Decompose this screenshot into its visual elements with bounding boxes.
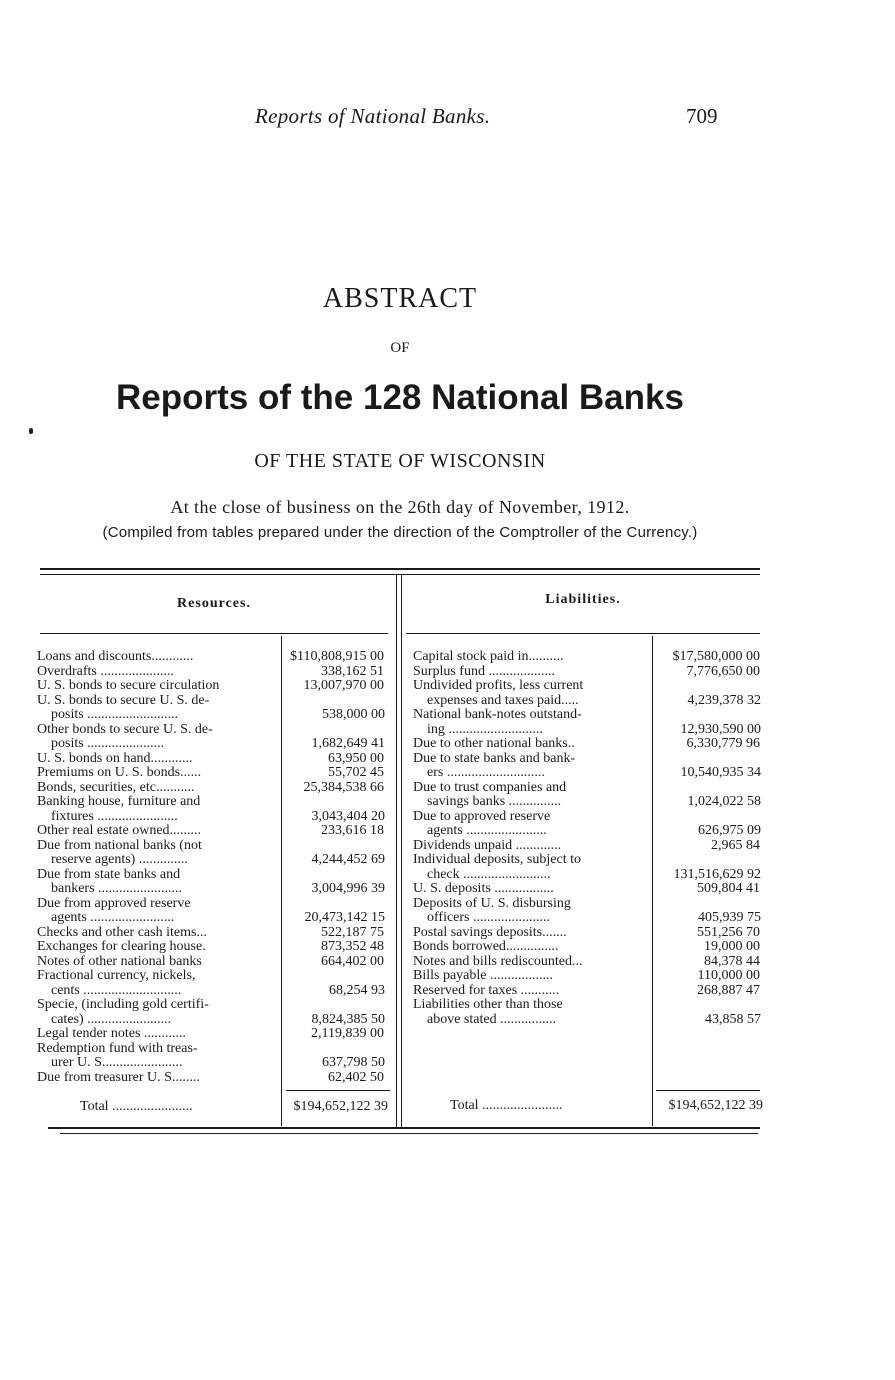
resources-row-label: posits ......................	[51, 737, 165, 751]
resources-row-amount: 3,043,404 20	[311, 808, 385, 824]
resources-row	[37, 969, 389, 984]
resources-row	[37, 1071, 389, 1086]
resources-row-label: urer U. S.......................	[51, 1056, 183, 1070]
liabilities-row-amount: 2,965 84	[711, 837, 760, 853]
resources-row-label: cents ............................	[51, 983, 182, 998]
liabilities-row	[413, 853, 765, 868]
liabilities-row	[413, 984, 765, 999]
resources-row-amount: 1,682,649 41	[311, 736, 385, 751]
resources-row-amount: 873,352 48	[321, 939, 384, 954]
resources-row-label: Loans and discounts............	[37, 650, 194, 664]
resources-row-label: Notes of other national banks	[37, 954, 202, 969]
resources-row-label: bankers ........................	[51, 882, 183, 896]
main-title: Reports of the 128 National Banks	[116, 378, 684, 417]
liabilities-row-amount: 6,330,779 96	[686, 736, 760, 751]
liabilities-row-label: Bonds borrowed...............	[413, 940, 559, 954]
margin-speck	[29, 428, 33, 434]
liabilities-row-label: Capital stock paid in..........	[413, 650, 564, 664]
liabilities-row-amount: 405,939 75	[698, 910, 761, 925]
liabilities-row-amount: 43,858 57	[705, 1011, 761, 1027]
resources-row	[37, 708, 389, 723]
liabilities-row-label: Individual deposits, subject to	[413, 853, 581, 867]
resources-row-amount: 2,119,839 00	[311, 1026, 384, 1041]
state-heading: OF THE STATE OF WISCONSIN	[254, 450, 546, 472]
resources-row	[37, 810, 389, 825]
table-bottom-rule-2	[60, 1133, 758, 1134]
resources-row	[37, 998, 389, 1013]
resources-row-label: Premiums on U. S. bonds......	[37, 766, 202, 780]
resources-row	[37, 694, 389, 709]
resources-row-amount: 13,007,970 00	[303, 678, 384, 693]
liabilities-row	[413, 911, 765, 926]
liabilities-row-label: check .........................	[427, 867, 551, 882]
resources-row	[37, 1042, 389, 1057]
liabilities-row	[413, 781, 765, 796]
liabilities-row-label: agents .......................	[427, 824, 547, 838]
resources-row	[37, 853, 389, 868]
liabilities-row-label: above stated ................	[427, 1012, 557, 1027]
resources-row-label: Due from state banks and	[37, 867, 181, 882]
resources-row-amount: 338,162 51	[321, 663, 384, 679]
liabilities-row-amount: 10,540,935 34	[680, 765, 761, 780]
resources-table	[37, 650, 389, 1085]
resources-heading: Resources.	[177, 596, 251, 611]
liabilities-table	[413, 650, 765, 1027]
resources-row-label: Redemption fund with treas-	[37, 1041, 198, 1056]
liabilities-row	[413, 679, 765, 694]
resources-row	[37, 897, 389, 912]
resources-row-amount: $110,808,915 00	[290, 649, 384, 664]
liabilities-row-label: ers ............................	[427, 766, 545, 780]
liabilities-row-amount: 131,516,629 92	[673, 866, 761, 882]
liabilities-row-amount: 509,804 41	[697, 881, 760, 896]
resources-total-amount: $194,652,122 39	[293, 1099, 388, 1114]
resources-row-label: U. S. bonds to secure U. S. de-	[37, 693, 210, 708]
liabilities-row	[413, 882, 765, 897]
liabilities-heading: Liabilities.	[545, 592, 621, 607]
column-divider-left	[396, 575, 397, 1127]
liabilities-row	[413, 694, 765, 709]
liabilities-row-label: Due to other national banks..	[413, 737, 575, 751]
resources-row-label: fixtures .......................	[51, 809, 178, 824]
of-heading: OF	[390, 340, 410, 356]
liabilities-row-label: Bills payable ..................	[413, 969, 553, 983]
liabilities-row-label: Deposits of U. S. disbursing	[413, 896, 571, 911]
liabilities-row	[413, 737, 765, 752]
liabilities-row-label: Surplus fund ...................	[413, 664, 555, 679]
liabilities-row	[413, 868, 765, 883]
resources-row-amount: 233,616 18	[321, 823, 384, 838]
resources-row-label: Other bonds to secure U. S. de-	[37, 722, 213, 737]
liabilities-row-label: Undivided profits, less current	[413, 679, 584, 693]
resources-row	[37, 926, 389, 941]
liabilities-row-label: savings banks ...............	[427, 795, 562, 809]
resources-row-label: U. S. bonds to secure circulation	[37, 679, 220, 693]
liabilities-row	[413, 1013, 765, 1028]
liabilities-row	[413, 998, 765, 1013]
liabilities-row	[413, 926, 765, 941]
resources-row-label: Due from approved reserve	[37, 896, 191, 911]
resources-row-amount: 4,244,452 69	[311, 852, 385, 867]
resources-row	[37, 679, 389, 694]
liabilities-row-label: Dividends unpaid .............	[413, 838, 562, 853]
resources-row	[37, 737, 389, 752]
resources-row-amount: 8,824,385 50	[311, 1011, 385, 1027]
liabilities-row-amount: 110,000 00	[697, 968, 760, 983]
resources-row	[37, 955, 389, 970]
liabilities-total-label: Total .......................	[450, 1098, 563, 1113]
resources-row-label: agents ........................	[51, 911, 175, 925]
compiled-note: (Compiled from tables prepared under the direction of the Comptroller of the Currency.)	[102, 524, 698, 541]
resources-row	[37, 1013, 389, 1028]
liabilities-row-amount: 268,887 47	[697, 982, 760, 998]
liabilities-sum-rule	[656, 1090, 760, 1091]
liabilities-row	[413, 897, 765, 912]
liabilities-head-rule	[406, 633, 760, 634]
liabilities-row-label: Notes and bills rediscounted...	[413, 954, 583, 969]
resources-row-label: Exchanges for clearing house.	[37, 940, 206, 954]
liabilities-row-amount: 4,239,378 32	[687, 692, 761, 708]
resources-row-label: Due from national banks (not	[37, 838, 202, 853]
liabilities-row	[413, 824, 765, 839]
liabilities-row-amount: 12,930,590 00	[680, 721, 761, 737]
liabilities-row-label: officers ......................	[427, 911, 550, 925]
resources-row	[37, 839, 389, 854]
liabilities-row	[413, 723, 765, 738]
liabilities-row	[413, 955, 765, 970]
resources-row-amount: 20,473,142 15	[304, 910, 385, 925]
resources-row-amount: 68,254 93	[329, 982, 385, 998]
resources-row	[37, 766, 389, 781]
resources-row-label: cates) ........................	[51, 1012, 172, 1027]
liabilities-row	[413, 650, 765, 665]
resources-row-label: Fractional currency, nickels,	[37, 969, 196, 983]
resources-row-amount: 538,000 00	[322, 707, 385, 722]
liabilities-row	[413, 795, 765, 810]
resources-sum-rule	[286, 1090, 390, 1091]
resources-row-amount: 3,004,996 39	[311, 881, 385, 896]
resources-row-label: Other real estate owned.........	[37, 824, 202, 838]
liabilities-row-amount: $17,580,000 00	[672, 649, 760, 664]
resources-row	[37, 882, 389, 897]
liabilities-row-label: Liabilities other than those	[413, 998, 563, 1012]
resources-row-label: Bonds, securities, etc...........	[37, 780, 195, 795]
resources-row	[37, 723, 389, 738]
liabilities-row-amount: 84,378 44	[704, 953, 760, 969]
resources-head-rule	[40, 633, 388, 634]
liabilities-row	[413, 940, 765, 955]
column-divider-right	[401, 575, 402, 1127]
resources-row-label: Banking house, furniture and	[37, 795, 201, 809]
resources-total-label: Total .......................	[80, 1099, 193, 1114]
resources-row	[37, 984, 389, 999]
resources-row-label: Specie, (including gold certifi-	[37, 998, 209, 1012]
resources-row	[37, 911, 389, 926]
resources-row-label: posits ..........................	[51, 708, 179, 722]
resources-row-label: Legal tender notes ............	[37, 1027, 186, 1041]
liabilities-row	[413, 810, 765, 825]
resources-row	[37, 824, 389, 839]
resources-row	[37, 940, 389, 955]
table-top-rule	[40, 568, 760, 570]
resources-row	[37, 752, 389, 767]
resources-row-amount: 63,950 00	[328, 750, 384, 766]
resources-row-label: Overdrafts .....................	[37, 664, 174, 679]
liabilities-row-label: expenses and taxes paid.....	[427, 693, 579, 708]
liabilities-row-amount: 7,776,650 00	[686, 663, 760, 679]
liabilities-row-amount: 551,256 70	[697, 924, 760, 940]
table-top-rule-2	[40, 574, 760, 575]
resources-row-amount: 62,402 50	[328, 1069, 384, 1085]
resources-row-label: Due from treasurer U. S........	[37, 1070, 200, 1085]
resources-row	[37, 781, 389, 796]
resources-row-amount: 522,187 75	[321, 924, 384, 940]
liabilities-row-label: Reserved for taxes ...........	[413, 983, 560, 998]
resources-row-amount: 664,402 00	[321, 953, 384, 969]
resources-row	[37, 795, 389, 810]
liabilities-row-amount: 626,975 09	[698, 823, 761, 838]
liabilities-row	[413, 839, 765, 854]
resources-row-label: reserve agents) ..............	[51, 853, 188, 867]
liabilities-row	[413, 665, 765, 680]
resources-row	[37, 650, 389, 665]
liabilities-row	[413, 766, 765, 781]
liabilities-total-amount: $194,652,122 39	[668, 1098, 763, 1113]
liabilities-row-label: ing ...........................	[427, 722, 543, 737]
page-number: 709	[686, 104, 718, 128]
running-header-title: Reports of National Banks.	[255, 104, 491, 128]
liabilities-row-amount: 1,024,022 58	[687, 794, 761, 809]
resources-row	[37, 1056, 389, 1071]
resources-row-amount: 25,384,538 66	[303, 779, 384, 795]
resources-row	[37, 868, 389, 883]
resources-row	[37, 665, 389, 680]
liabilities-row-label: Due to approved reserve	[413, 809, 551, 824]
resources-row-amount: 637,798 50	[322, 1055, 385, 1070]
table-bottom-rule	[48, 1127, 760, 1129]
liabilities-row-label: Due to trust companies and	[413, 780, 567, 795]
abstract-heading: ABSTRACT	[322, 283, 478, 314]
liabilities-row-label: National bank-notes outstand-	[413, 708, 582, 722]
liabilities-row-amount: 19,000 00	[704, 939, 760, 954]
date-line: At the close of business on the 26th day of November, 1912.	[170, 497, 630, 517]
resources-row	[37, 1027, 389, 1042]
resources-row-label: U. S. bonds on hand............	[37, 751, 193, 766]
liabilities-row-label: U. S. deposits .................	[413, 882, 554, 896]
liabilities-row-label: Due to state banks and bank-	[413, 751, 576, 766]
liabilities-row	[413, 708, 765, 723]
resources-row-label: Checks and other cash items...	[37, 925, 207, 940]
resources-row-amount: 55,702 45	[328, 765, 384, 780]
liabilities-row	[413, 969, 765, 984]
liabilities-row-label: Postal savings deposits.......	[413, 925, 567, 940]
liabilities-row	[413, 752, 765, 767]
